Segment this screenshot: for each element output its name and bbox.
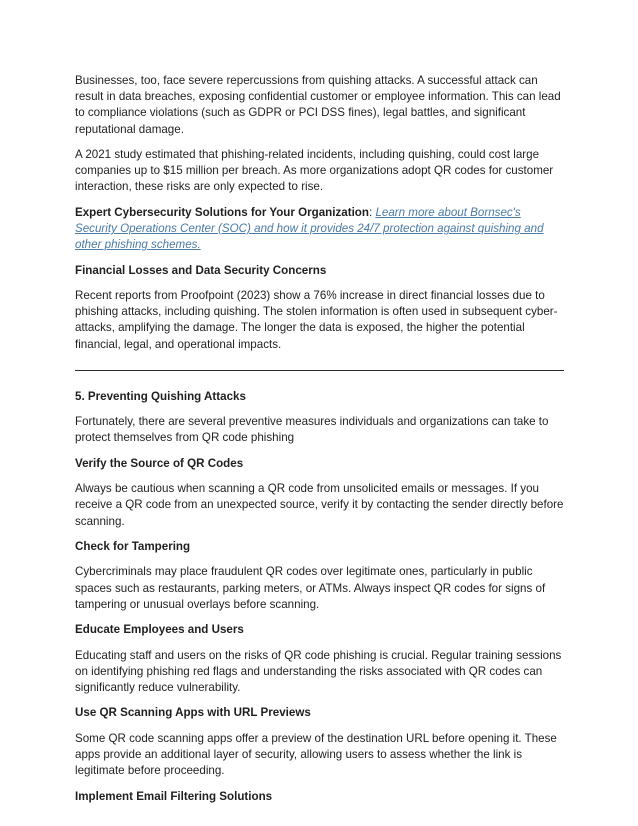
soc-learn-more-link[interactable]: Learn more about Bornsec's Security Operations Center (SOC) and how it provides 24/7 protection against quishing and other phishing schemes. — [75, 205, 544, 252]
heading-financial-losses: Financial Losses and Data Security Concerns — [75, 263, 327, 277]
heading-section-5: 5. Preventing Quishing Attacks — [75, 389, 246, 403]
paragraph-business-repercussions: Businesses, too, face severe repercussions from quishing attacks. A successful attack can result in data breaches, exposing confidential customer or employee information. This can lead to compliance violations (such as GDPR or PCI DSS fines), legal battles, and significant reputational damage. — [75, 74, 561, 136]
section-divider — [75, 370, 564, 371]
paragraph-educate-users: Educating staff and users on the risks of QR code phishing is crucial. Regular training sessions on identifying phishing red flags and understanding the risks associated with QR codes can significantly reduce vulnerability. — [75, 648, 562, 694]
cta-label: Expert Cybersecurity Solutions for Your Organization — [75, 205, 369, 219]
heading-check-tampering: Check for Tampering — [75, 539, 191, 553]
paragraph-financial-losses: Recent reports from Proofpoint (2023) show a 76% increase in direct financial losses due to phishing attacks, including quishing. The stolen information is often used in subsequent cyber-attacks, amplifying the damage. The longer the data is exposed, the higher the potential financial, legal, and operational impacts. — [75, 288, 558, 351]
paragraph-study-2021: A 2021 study estimated that phishing-related incidents, including quishing, could cost large companies up to $15 million per breach. As more organizations adopt QR codes for customer interaction, these risks are only expected to rise. — [75, 148, 554, 194]
paragraph-check-tampering: Cybercriminals may place fraudulent QR codes over legitimate ones, particularly in public spaces such as restaurants, parking meters, or ATMs. Always inspect QR codes for signs of tampering or unusual overlays before scanning. — [75, 565, 546, 611]
paragraph-qr-scanning-apps: Some QR code scanning apps offer a preview of the destination URL before opening it. These apps provide an additional layer of security, allowing users to assess whether the link is legitimate before proceeding. — [75, 731, 557, 778]
heading-qr-scanning-apps: Use QR Scanning Apps with URL Previews — [75, 706, 311, 720]
heading-verify-source: Verify the Source of QR Codes — [75, 456, 244, 470]
heading-email-filtering: Implement Email Filtering Solutions — [75, 789, 273, 803]
paragraph-section-5-intro: Fortunately, there are several preventive measures individuals and organizations can take to protect themselves from QR code phishing — [75, 415, 549, 445]
cta-separator: : — [368, 205, 376, 219]
paragraph-verify-source: Always be cautious when scanning a QR code from unsolicited emails or messages. If you receive a QR code from an unexpected source, verify it by contacting the sender directly before scanning. — [75, 482, 564, 528]
cta-paragraph — [75, 205, 564, 254]
heading-educate-users: Educate Employees and Users — [75, 623, 244, 637]
